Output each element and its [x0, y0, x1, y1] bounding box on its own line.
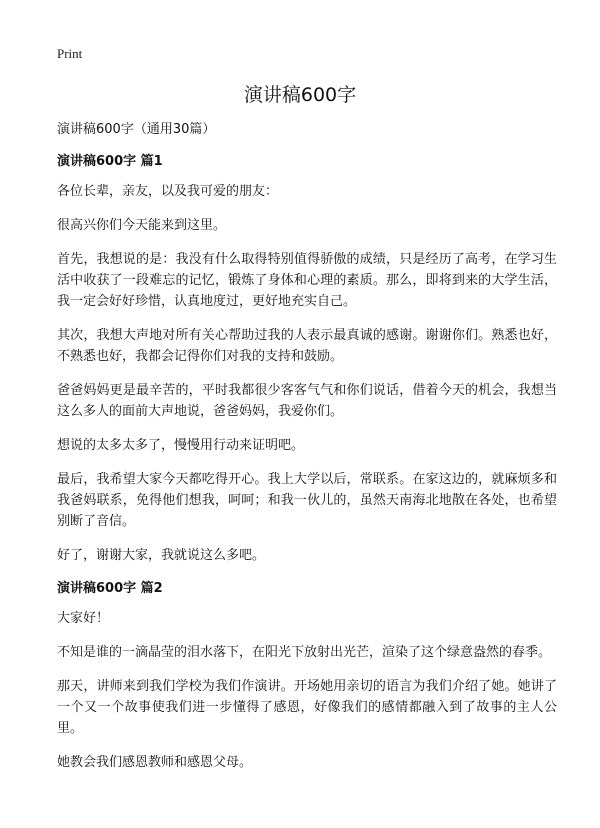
section-2	[57, 579, 557, 773]
paragraph: 各位长辈，亲友，以及我可爱的朋友：	[57, 184, 279, 199]
section-heading: 演讲稿600字 篇2	[57, 581, 163, 596]
paragraph: 其次，我想大声地对所有关心帮助过我的人表示最真诚的感谢。谢谢你们。熟悉也好，不熟悉也好，我都会记得你们对我的支持和鼓励。	[57, 328, 557, 364]
section-1	[57, 152, 557, 566]
section-heading: 演讲稿600字 篇1	[57, 154, 163, 169]
paragraph: 不知是谁的一滴晶莹的泪水落下，在阳光下放射出光芒，渲染了这个绿意盎然的春季。	[57, 645, 552, 660]
paragraph: 最后，我希望大家今天都吃得开心。我上大学以后，常联系。在家这边的，就麻烦多和我爸妈联系，免得他们想我，呵呵；和我一伙儿的，虽然天南海北地散在各处，也希望别断了音信。	[57, 472, 557, 529]
document-title: 演讲稿600字	[243, 84, 357, 106]
print-label[interactable]: Print	[57, 46, 83, 61]
paragraph: 那天，讲师来到我们学校为我们作演讲。开场她用亲切的语言为我们介绍了她。她讲了一个又一个故事使我们进一步懂得了感恩，好像我们的感情都融入到了故事的主人公里。	[57, 679, 557, 736]
document-body	[57, 120, 557, 786]
paragraph: 她教会我们感恩教师和感恩父母。	[57, 755, 253, 770]
paragraph: 好了，谢谢大家，我就说这么多吧。	[57, 548, 266, 563]
paragraph: 想说的太多太多了，慢慢用行动来证明吧。	[57, 438, 305, 453]
paragraph: 爸爸妈妈更是最辛苦的，平时我都很少客客气气和你们说话，借着今天的机会，我想当这么多人的面前大声地说，爸爸妈妈，我爱你们。	[57, 383, 557, 419]
paragraph: 首先，我想说的是：我没有什么取得特别值得骄傲的成绩，只是经历了高考，在学习生活中收获了一段难忘的记忆，锻炼了身体和心理的素质。那么，即将到来的大学生活，我一定会好好珍惜，认真地度过，更好地充实自己。	[57, 252, 557, 309]
paragraph: 大家好！	[57, 611, 110, 626]
document-subtitle: 演讲稿600字（通用30篇）	[57, 122, 216, 137]
paragraph: 很高兴你们今天能来到这里。	[57, 218, 227, 233]
